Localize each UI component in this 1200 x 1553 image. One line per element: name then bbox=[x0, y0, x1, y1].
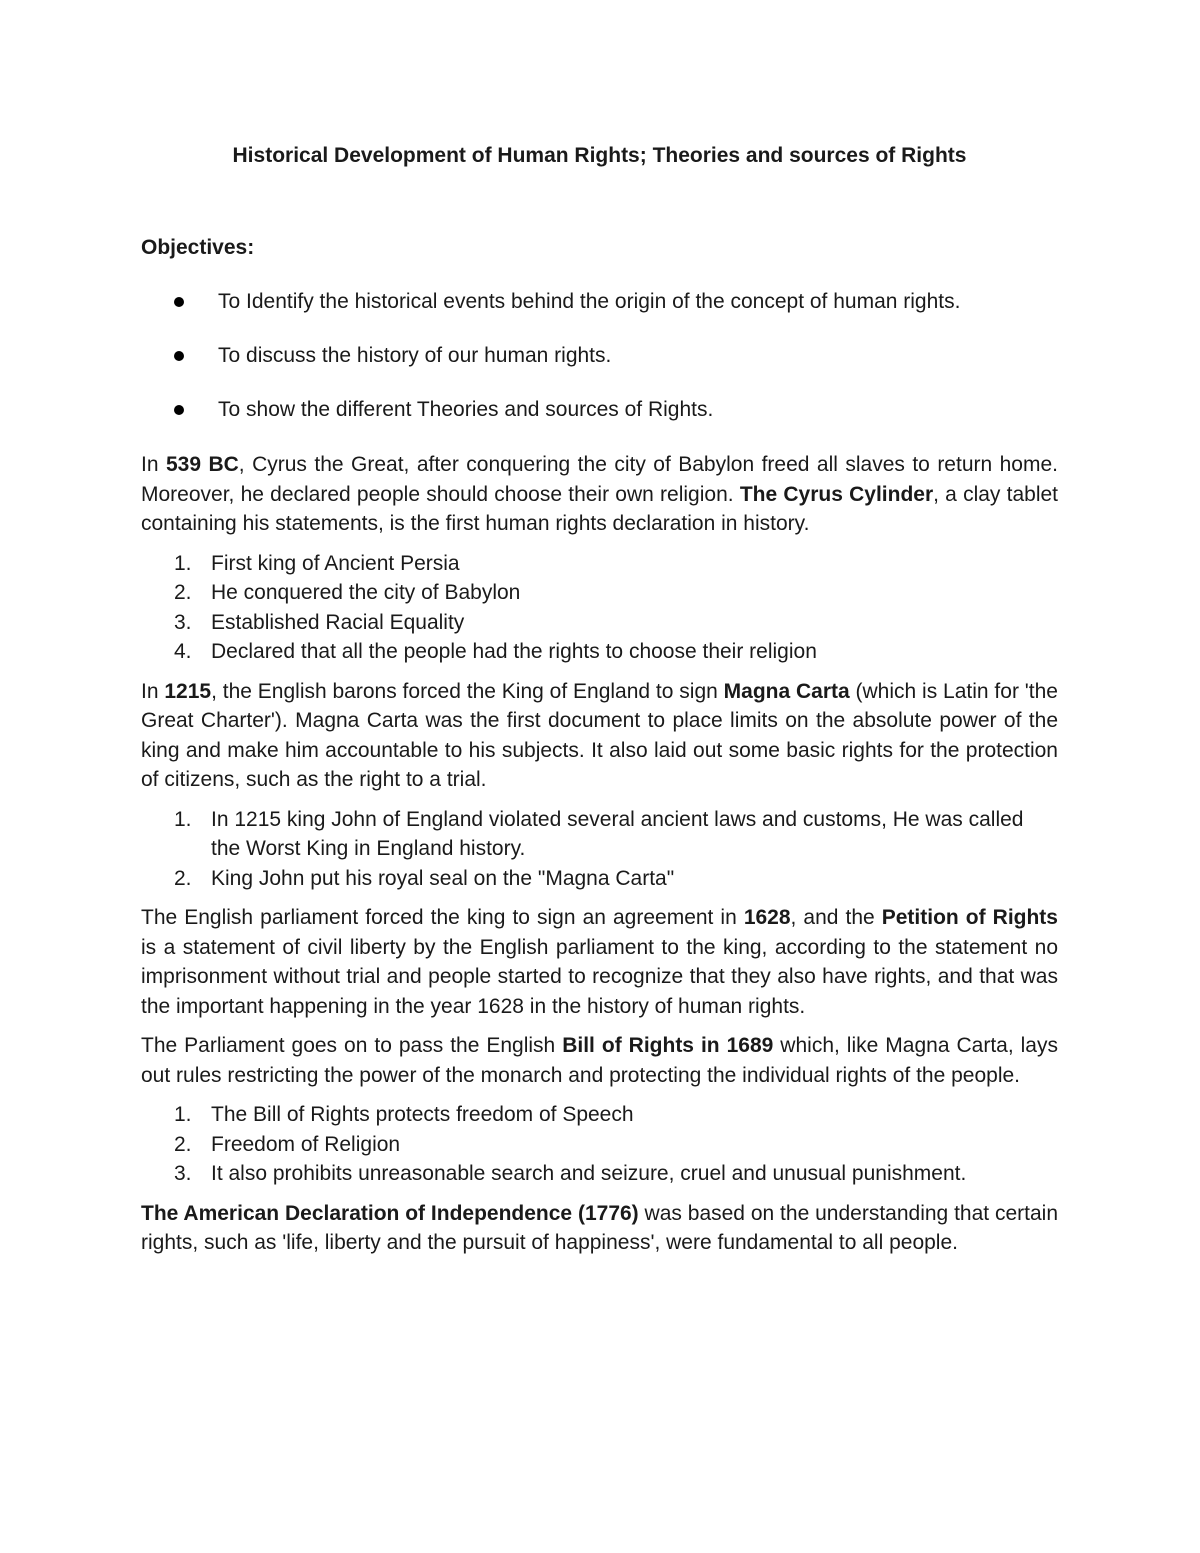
list-item: 2. King John put his royal seal on the "Magna Carta" bbox=[174, 866, 675, 890]
paragraph-petition-of-rights: The English parliament forced the king to sign an agreement in 1628, and the Petition of Rights is a statement of civil liberty by the English parliament to the king, according to the statement no imprisonment without trial and people started to recognize that they also have rights, and that was the important happening in the year 1628 in the history of human rights. bbox=[141, 906, 1058, 1018]
list-item: 4. Declared that all the people had the rights to choose their religion bbox=[174, 640, 817, 663]
bill-of-rights-list bbox=[141, 1100, 1058, 1189]
paragraph-magna-carta: In 1215, the English barons forced the King of England to sign Magna Carta (which is Latin for 'the Great Charter'). Magna Carta was the first document to place limits on the absolute power of the king and make him accountable to his subjects. It also laid out some basic rights for the protection of citizens, such as the right to a trial. bbox=[141, 679, 1058, 791]
list-item: To Identify the historical events behind the origin of the concept of human rights. bbox=[141, 289, 1058, 315]
list-item: 3. It also prohibits unreasonable search and seizure, cruel and unusual punishment. bbox=[174, 1162, 967, 1185]
list-item: To show the different Theories and sources of Rights. bbox=[141, 397, 1058, 423]
cyrus-list bbox=[141, 549, 1058, 667]
document-title: Historical Development of Human Rights; Theories and sources of Rights bbox=[232, 144, 967, 167]
bullet-icon bbox=[174, 351, 184, 361]
objectives-list bbox=[141, 289, 1058, 451]
list-item: 1. The Bill of Rights protects freedom of Speech bbox=[174, 1103, 634, 1126]
paragraph-bill-of-rights: The Parliament goes on to pass the English Bill of Rights in 1689 which, like Magna Carta, lays out rules restricting the power of the monarch and protecting the individual rights of the people. bbox=[141, 1034, 1058, 1087]
list-item: 2. He conquered the city of Babylon bbox=[174, 581, 521, 604]
list-item: To discuss the history of our human rights. bbox=[141, 343, 1058, 369]
magna-carta-list bbox=[141, 805, 1058, 894]
list-item: 2. Freedom of Religion bbox=[174, 1132, 401, 1156]
paragraph-cyrus: In 539 BC, Cyrus the Great, after conquering the city of Babylon freed all slaves to return home. Moreover, he declared people should choose their own religion. The Cyrus Cylinder, a clay tablet containing his statements, is the first human rights declaration in history. bbox=[141, 453, 1059, 535]
bullet-icon bbox=[174, 297, 184, 307]
list-item: 1. In 1215 king John of England violated several ancient laws and customs, He was called the Worst King in England history. bbox=[174, 807, 1024, 860]
list-item: 1. First king of Ancient Persia bbox=[174, 551, 460, 575]
list-item: 3. Established Racial Equality bbox=[174, 610, 465, 634]
document-body bbox=[141, 450, 1058, 1268]
objectives-heading: Objectives: bbox=[141, 236, 255, 259]
bullet-icon bbox=[174, 405, 184, 415]
paragraph-american-declaration: The American Declaration of Independence (1776) was based on the understanding that certain rights, such as 'life, liberty and the pursuit of happiness', were fundamental to all people. bbox=[141, 1201, 1059, 1254]
